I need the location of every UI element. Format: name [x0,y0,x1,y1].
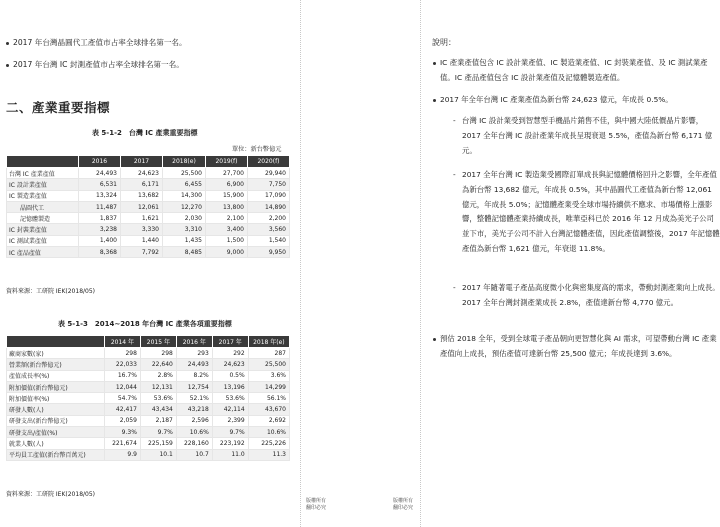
table-row [7,247,290,258]
section-heading: 二、產業重要指標 [6,100,111,115]
table-cell: 13,324 [79,190,121,201]
table-cell: 3,400 [205,224,247,235]
table-header-row [7,156,290,168]
table-row [7,381,290,392]
row-label: 研發人數(人) [7,404,105,415]
table-cell: 9.7% [212,427,248,438]
table-cell: 293 [176,348,212,359]
table-caption: 表 5-1-2 台灣 IC 產業重要指標 [92,129,198,137]
table-row [7,393,290,404]
column-header: 2017 年 [212,336,248,348]
table-cell: 17,090 [247,190,289,201]
table-cell: 3,238 [79,224,121,235]
table-cell: 43,670 [248,404,289,415]
table-cell: 15,900 [205,190,247,201]
table-cell: 225,226 [248,438,289,449]
left-page [0,0,300,527]
table-cell: 22,640 [140,359,176,370]
row-label: 記憶體製造 [7,213,79,224]
note-subitem: - 2017 年隨著電子產品高度微小化與密集度高的需求，帶動封測產業向上成長。2017 全年台灣封測產業成長 2.8%，產值達新台幣 4,770 億元。 [453,283,720,307]
table-row [7,190,290,201]
table-cell: 2,596 [176,415,212,426]
note-subitem: - 2017 全年台灣 IC 製造業受國際訂單成長與記憶體價格回升之影響，全年產值為新台幣 13,682 億元，年成長 0.5%，其中晶圓代工產值為新台幣 12,061 億元，年成長 5.0%；記憶體產業受全球市場持續供不應求、市場價格上漲影響，整體記憶體產業持續成長，唯華亞科已於 2016 年 12 月成為美光子公司並下市，美光子公司不計入台灣記憶體產值，因此產值調整後，2017 年記憶體產值為新台幣 1,621 億元，年衰退 11.8%。 [453,170,720,253]
table-cell: 1,540 [247,235,289,246]
table-row [7,235,290,246]
table-cell: 13,800 [205,201,247,212]
unit-note: 單位：新台幣億元 [232,146,282,153]
row-label: IC 封裝業產值 [7,224,79,235]
table-cell: 24,493 [79,168,121,179]
table-row [7,415,290,426]
table-cell: 3,310 [163,224,206,235]
column-header: 2016 年 [176,336,212,348]
row-label: 附加價值(新台幣億元) [7,381,105,392]
table-cell: 10.7 [176,449,212,460]
table-row [7,359,290,370]
table-cell: 43,218 [176,404,212,415]
note-paragraph: 預估 2018 全年，受到全球電子產品朝向更智慧化與 AI 需求，可望帶動台灣 IC 產業產值向上成長，預估產值可達新台幣 25,500 億元；年成長達到 3.6%。 [440,332,720,362]
table-cell: 11.0 [212,449,248,460]
table-cell: 6,531 [79,179,121,190]
dash-icon: - [453,116,456,125]
table-cell: 52.1% [176,393,212,404]
table-cell: 223,192 [212,438,248,449]
table-cell: 2,200 [247,213,289,224]
column-header: 2018(e) [163,156,206,168]
table-corner-cell [7,156,79,168]
table-cell: 42,417 [105,404,141,415]
table-cell: 53.6% [140,393,176,404]
row-label: IC 測試業產值 [7,235,79,246]
table-row [7,449,290,460]
table-row [7,201,290,212]
copyright-stamp: 版權所有 翻印必究 [393,498,414,511]
row-label: 就業人數(人) [7,438,105,449]
table-cell: 6,455 [163,179,206,190]
annual-indicator-table [6,335,290,461]
table-cell: 221,674 [105,438,141,449]
row-label: IC 產品產值 [7,247,79,258]
table-cell: 7,792 [121,247,163,258]
table-cell: 9.3% [105,427,141,438]
row-label: 產值成長率(%) [7,370,105,381]
table-cell: 298 [105,348,141,359]
row-label: IC 製造業產值 [7,190,79,201]
table-cell: 24,493 [176,359,212,370]
column-header: 2019(f) [205,156,247,168]
table-cell: 2,399 [212,415,248,426]
table-cell: 13,196 [212,381,248,392]
row-label: 台灣 IC 產業產值 [7,168,79,179]
row-label: 廠商家數(家) [7,348,105,359]
table-cell: 1,500 [205,235,247,246]
table-cell: 0.5% [212,370,248,381]
table-cell: 6,171 [121,179,163,190]
table-cell: 14,890 [247,201,289,212]
table-cell: 10.6% [176,427,212,438]
table-cell: 2.8% [140,370,176,381]
table-cell: 9,950 [247,247,289,258]
table-row [7,213,290,224]
table-header-row [7,336,290,348]
copyright-stamp: 版權所有 翻印必究 [306,498,327,511]
table-cell: 225,159 [140,438,176,449]
bullet-item: 2017 年台灣晶圓代工產值市占率全球排名第一名。 [6,37,187,48]
column-header: 2020(f) [247,156,289,168]
table-cell: 6,900 [205,179,247,190]
row-label: 晶圓代工 [7,201,79,212]
table-cell: 29,940 [247,168,289,179]
table-caption: 表 5-1-3 2014~2018 年台灣 IC 產業各項重要指標 [58,320,232,328]
table-cell: 14,300 [163,190,206,201]
table-cell: 9.9 [105,449,141,460]
table-cell: 22,033 [105,359,141,370]
table-cell: 8,368 [79,247,121,258]
table-cell: 25,500 [163,168,206,179]
bullet-dot-icon [6,42,9,45]
table-cell: 43,434 [140,404,176,415]
column-header: 2014 年 [105,336,141,348]
column-header: 2016 [79,156,121,168]
table-cell: 56.1% [248,393,289,404]
table-cell: 228,160 [176,438,212,449]
dash-icon: - [453,170,456,179]
table-corner-cell [7,336,105,348]
table-row [7,179,290,190]
table-cell: 8.2% [176,370,212,381]
table-cell: 9.7% [140,427,176,438]
table-cell: 3,330 [121,224,163,235]
table-cell: 1,837 [79,213,121,224]
note-paragraph: IC 產業產值包含 IC 設計業產值、IC 製造業產值、IC 封裝業產值、及 IC 測試業產值。IC 產品產值包含 IC 設計業產值及記憶體製造產值。 [440,56,720,86]
table-row [7,224,290,235]
bullet-dot-icon [433,338,436,341]
page-fold-left [300,0,301,527]
note-subitem: - 台灣 IC 設計業受到智慧型手機晶片銷售不佳，與中國大陸低價晶片影響，2017 全年台灣 IC 設計產業年成長呈現衰退 5.5%，產值為新台幣 6,171 億元。 [453,116,713,155]
table-cell: 8,485 [163,247,206,258]
table-cell: 10.1 [140,449,176,460]
table-row [7,168,290,179]
table-cell: 2,692 [248,415,289,426]
row-label: 營業額(新台幣億元) [7,359,105,370]
table-cell: 24,623 [121,168,163,179]
industry-indicator-table [6,155,290,258]
table-cell: 1,400 [79,235,121,246]
table-cell: 9,000 [205,247,247,258]
bullet-item: 2017 年台灣 IC 封測產值市占率全球排名第一名。 [6,59,184,70]
table-row [7,348,290,359]
table-cell: 292 [212,348,248,359]
table-cell: 2,100 [205,213,247,224]
row-label: 研發支出/產值(%) [7,427,105,438]
table-cell: 3,560 [247,224,289,235]
table-cell: 12,131 [140,381,176,392]
table-cell: 24,623 [212,359,248,370]
table-cell: 54.7% [105,393,141,404]
table-cell: 25,500 [248,359,289,370]
row-label: 平均員工產值(新台幣百萬元) [7,449,105,460]
table-row [7,427,290,438]
table-cell: 42,114 [212,404,248,415]
row-label: 附加價值率(%) [7,393,105,404]
column-header: 2015 年 [140,336,176,348]
dash-icon: - [453,283,456,292]
table-cell: 2,187 [140,415,176,426]
table-cell: 10.6% [248,427,289,438]
table-row [7,370,290,381]
note-title: 說明： [432,38,456,47]
table-cell: 13,682 [121,190,163,201]
table-cell: 3.6% [248,370,289,381]
table-cell: 12,270 [163,201,206,212]
table-cell: 1,621 [121,213,163,224]
table-cell: 1,435 [163,235,206,246]
table-cell: 11,487 [79,201,121,212]
table-row [7,404,290,415]
table-cell: 53.6% [212,393,248,404]
bullet-dot-icon [433,62,436,65]
table-cell: 14,299 [248,381,289,392]
column-header: 2017 [121,156,163,168]
table-cell: 2,059 [105,415,141,426]
table-cell: 12,061 [121,201,163,212]
row-label: IC 設計業產值 [7,179,79,190]
table-cell: 12,044 [105,381,141,392]
bullet-dot-icon [6,64,9,67]
column-header: 2018 年(e) [248,336,289,348]
table-cell: 7,750 [247,179,289,190]
table-row [7,438,290,449]
right-page [420,0,720,527]
table-cell: 11.3 [248,449,289,460]
table-cell: 287 [248,348,289,359]
table-source: 資料來源：工研院 IEK(2018/05) [6,491,96,498]
table-cell: 16.7% [105,370,141,381]
bullet-dot-icon [433,99,436,102]
table-cell: 27,700 [205,168,247,179]
note-paragraph: 2017 年全年台灣 IC 產業產值為新台幣 24,623 億元，年成長 0.5%。 [440,93,720,108]
row-label: 研發支出(新台幣億元) [7,415,105,426]
table-cell: 1,440 [121,235,163,246]
table-cell: 298 [140,348,176,359]
table-source: 資料來源：工研院 IEK(2018/05) [6,288,96,295]
table-cell: 2,030 [163,213,206,224]
table-cell: 12,754 [176,381,212,392]
